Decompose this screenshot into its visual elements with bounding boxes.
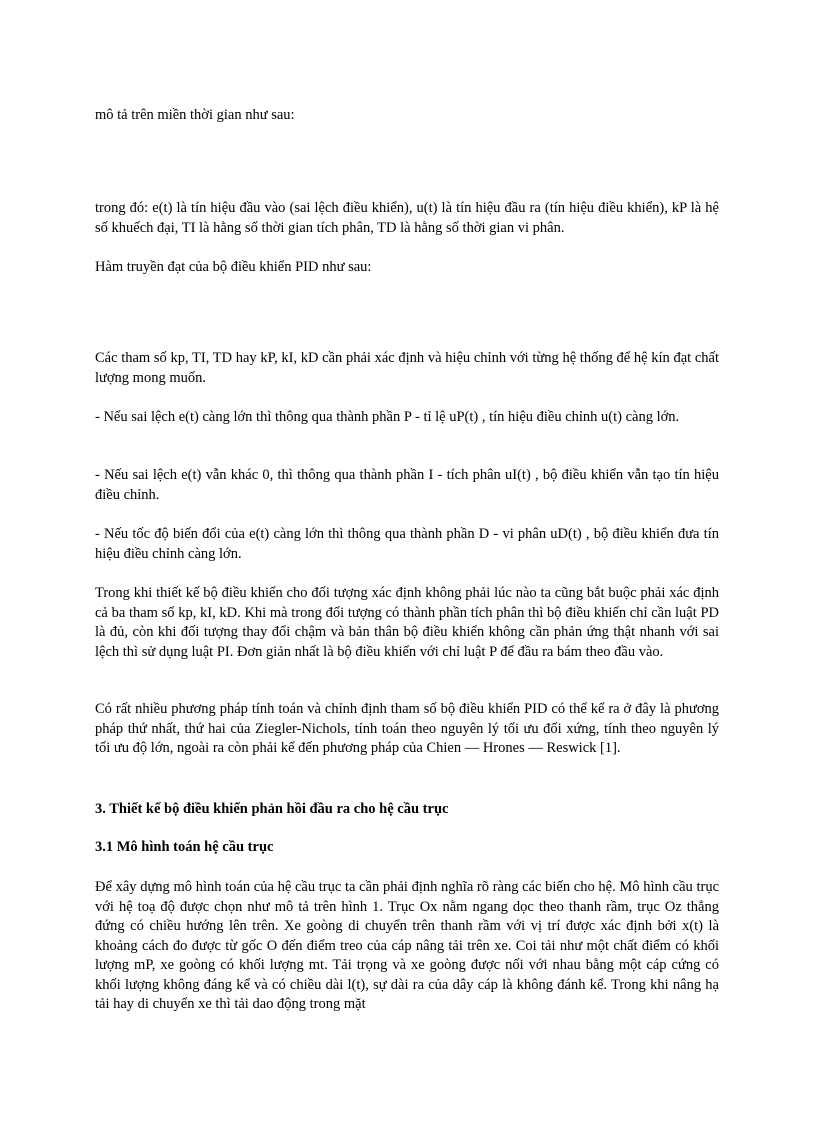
section-heading-3-1: 3.1 Mô hình toán hệ cầu trục <box>95 839 274 855</box>
paragraph-parameters: Các tham số kp, TI, TD hay kP, kI, kD cần phải xác định và hiệu chỉnh với từng hệ thống để hệ kín đạt chất lượng mong muốn. <box>95 350 719 386</box>
paragraph-integral: - Nếu sai lệch e(t) vẫn khác 0, thì thông qua thành phần I - tích phân uI(t) , bộ điều khiển vẫn tạo tín hiệu điều chỉnh. <box>95 467 719 503</box>
paragraph-tuning-methods: Có rất nhiều phương pháp tính toán và chỉnh định tham số bộ điều khiển PID có thể kể ra ở đây là phương pháp thứ nhất, thứ hai của Ziegler-Nichols, tính toán theo nguyên lý tối ưu đối xứng, tính theo nguyên lý tối ưu độ lớn, ngoài ra còn phải kể đến phương pháp của Chien — Hrones — Reswick [1]. <box>95 701 719 756</box>
paragraph-variable-definitions: trong đó: e(t) là tín hiệu đầu vào (sai lệch điều khiển), u(t) là tín hiệu đầu ra (tín hiệu điều khiển), kP là hệ số khuếch đại, TI là hằng số thời gian tích phân, TD là hằng số thời gian vi phân. <box>95 200 719 236</box>
paragraph-proportional: - Nếu sai lệch e(t) càng lớn thì thông qua thành phần P - tỉ lệ uP(t) , tín hiệu điều chỉnh u(t) càng lớn. <box>95 409 680 425</box>
paragraph-transfer-function-intro: Hàm truyền đạt của bộ điều khiển PID như sau: <box>95 259 372 275</box>
paragraph-time-domain-intro: mô tả trên miền thời gian như sau: <box>95 107 295 123</box>
paragraph-design-considerations: Trong khi thiết kế bộ điều khiển cho đối tượng xác định không phải lúc nào ta cũng bắt buộc phải xác định cả ba tham số kp, kI, kD. Khi mà trong đối tượng có thành phần tích phân thì bộ điều khiển chỉ cần luật PD là đủ, còn khi đối tượng thay đổi chậm và bản thân bộ điều khiển không cần phản ứng thật nhanh với sai lệch thì sử dụng luật PI. Đơn giản nhất là bộ điều khiển với chỉ luật P để đầu ra bám theo đầu vào. <box>95 585 719 660</box>
paragraph-derivative: - Nếu tốc độ biến đổi của e(t) càng lớn thì thông qua thành phần D - vi phân uD(t) , bộ điều khiển đưa tín hiệu điều chỉnh càng lớn. <box>95 526 719 562</box>
document-page <box>95 0 719 1123</box>
section-heading-3: 3. Thiết kế bộ điều khiển phản hồi đầu ra cho hệ cầu trục <box>95 801 449 817</box>
paragraph-crane-model: Để xây dựng mô hình toán của hệ cầu trục ta cần phải định nghĩa rõ ràng các biến cho hệ. Mô hình cầu trục với hệ toạ độ được chọn như mô tả trên hình 1. Trục Ox nằm ngang dọc theo thanh rầm, trục Oz thẳng đứng có chiều hướng lên trên. Xe goòng di chuyển trên thanh rầm với vị trí được xác định bởi x(t) là khoảng cách đo được từ gốc O đến điểm treo của cáp nâng tải trên xe. Coi tải như một chất điểm có khối lượng mP, xe goòng có khối lượng mt. Tải trọng và xe goòng được nối với nhau bằng một cáp cứng có khối lượng không đáng kể và có chiều dài l(t), sự dài ra của dây cáp là không đánh kể. Trong khi nâng hạ tải hay di chuyển xe thì tải dao động trong mặt <box>95 879 719 1012</box>
